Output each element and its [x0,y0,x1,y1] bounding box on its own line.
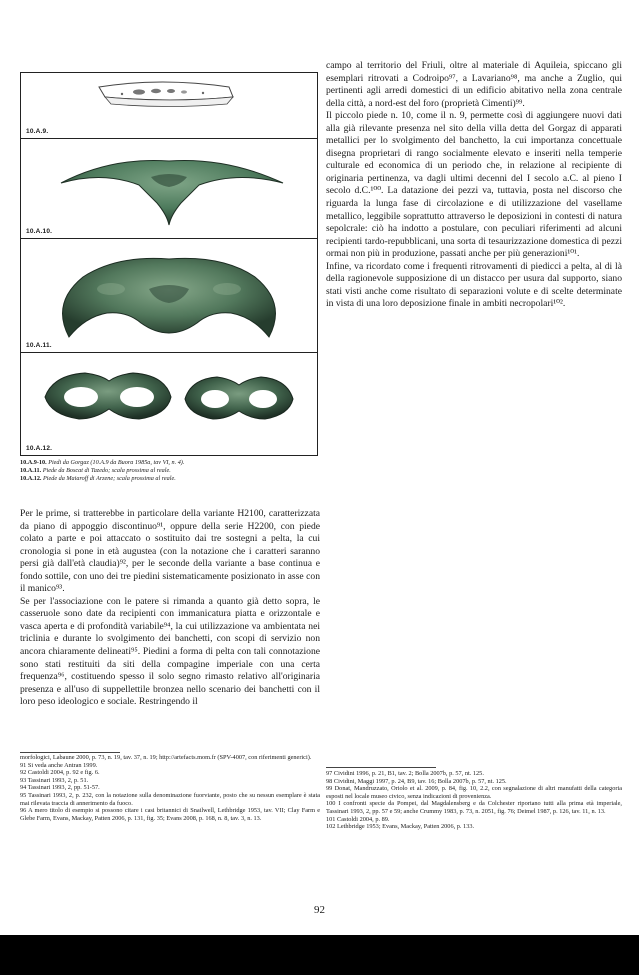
caption-line: 10.A.9-10. Piedi da Gorgaz (10.A.9 da Buora 1985a, tav VI, n. 4). [20,459,185,466]
figure-label: 10.A.10. [26,228,53,235]
footnote: 95 Tassinari 1993, 2, p. 232, con la notazione sulla denominazione fuorviante, posto che su nessun esemplare è stata mai rilevata traccia di annerimento da fuoco. [20,791,320,807]
footnotes-left [20,754,320,822]
figure-10-a-11 [21,239,317,353]
pelta-foot-drawing [21,73,317,139]
footnote: 99 Donat, Mandruzzato, Oriolo et al. 2009, p. 84, fig. 10, 2.2, con segnalazione di altri manufatti della categoria esposti nel locale museo civico, senza indicazioni di provenienza. [326,785,622,800]
figure-panel [20,72,318,456]
footnote: 101 Castoldi 2004, p. 89. [326,815,390,823]
paragraph: Il piccolo piede n. 10, come il n. 9, permette così di aggiungere nuovi dati alla già rilevante presenza nel sito della villa detta del Gorgaz di apparati metallici per lo svolgimento del banchetto, la cui importanza concettuale disegna proprietari di rango socialmente elevato e inseriti nella temperie culturale ed economica di un periodo che, in relazione al recipiente di originaria pertinenza, va dagli ultimi decenni del I secolo a.C. al pieno I secolo d.C.¹⁰⁰. La datazione dei pezzi va, tuttavia, posta nel discorso che riguarda la lunga fase di circolazione e di utilizzazione del vasellame metallico, leggibile soprattutto attraverso le deposizioni in contesti di natura sepolcrale: ciò ha indotto a postulare, con peculiari riferimenti ad alcuni recipienti tardo-repubblicani, una sorta di tesaurizzazione domestica di pezzi ormai non più in produzione, passati anche per più generazioni¹⁰¹. [326,110,622,260]
footnote: 102 Lethbridge 1953; Evans, Mackay, Patten 2006, p. 133. [326,823,475,831]
page-number: 92 [314,904,325,916]
pelta-foot-photo [21,239,317,353]
figure-10-a-10 [21,139,317,239]
footnote: 96 A mero titolo di esempio si possono citare i casi britannici di Snailwell, Lethbridge 1953, tav. VII; Clay Farm e Glebe Farm, Evans, Mackay, Patten 2006, p. 131, fig. 35; Evans 2008, p. 168, n. 8, tav. 3, n. 13. [20,807,320,822]
paragraph: Se per l'associazione con le patere si rimanda a quanto già detto sopra, le casseruole sono date da recipienti con immanicatura piatta e orizzontale e vasca aperta e di profondità variabile⁹⁴, la cui utilizzazione va ambientata nei triclinia e durante lo svolgimento dei banchetti, con scopi di servizio non ancora chiaramente delineati⁹⁵. Piedini a forma di pelta con tali connotazione sono stati restituiti da siti della compagine imperiale con una certa frequenza⁹⁶, costituendo spesso il solo segno rimasto relativo all'originaria presenza e all'uso di suppellettile bronzea nello scenario dei banchetti con il loro peso ideologico e sociale. Restringendo il [20,595,320,708]
footnote: 92 Castoldi 2004, p. 92 e fig. 6. [20,769,100,777]
pelta-feet-photo [21,353,317,455]
figure-10-a-12 [21,353,317,455]
caption-line: 10.A.11. Piede da Boscat di Tazedo; scala prossima al reale. [20,467,171,474]
footnote: 93 Tassinari 1993, 2, p. 51. [20,776,89,784]
pelta-foot-photo [21,139,317,239]
figure-label: 10.A.12. [26,445,53,452]
figure-label: 10.A.11. [26,342,52,349]
body-text-right-column [326,60,622,311]
footnote: morfologici, Labaune 2000, p. 73, n. 19, tav. 37, n. 19; http://artefacts.mom.fr (SPV-4007, con riferimenti generici). [20,754,312,761]
pelta-foot-right [185,377,293,419]
screen-bottom-bar [0,935,639,975]
footnote-rule [326,767,436,768]
figure-label: 10.A.9. [26,128,49,135]
caption-line: 10.A.12. Piede da Maiaroff di Arzene; scala prossima al reale. [20,475,176,482]
paragraph: Per le prime, si tratterebbe in particolare della variante H2100, caratterizzata da piano di appoggio discontinuo⁹¹, oppure della serie H2200, con piede colato a parte e poi attaccato o sostituito dai tre sostegni a pelta, la cui cronologia si pone in età augustea (con la notazione che i caratteri saranno persi già dall'età claudia)⁹², per le seconde della variante a base continua e fondo sottile, con uno dei tre piedini sistematicamente posizionato in asse con il manico⁹³. [20,508,320,595]
figure-10-a-9 [21,73,317,139]
footnote-rule [20,752,120,753]
figure-caption [20,459,320,483]
body-text-left-column [20,508,320,709]
paragraph: Infine, va ricordato come i frequenti ritrovamenti di piedicci a pelta, al di là della ragionevole supposizione di un distacco per usura dal supporto, siano stati visti anche come risultato di separazioni volute e di scelte determinate in vista di una loro deposizione finale in ambiti necropolari¹⁰². [326,260,622,310]
footnote: 98 Cividini, Maggi 1997, p. 24, B9, tav. 16; Bolla 2007b, p. 57, nt. 125. [326,777,507,785]
footnote: 91 Si veda anche Antran 1999. [20,761,98,769]
footnote: 100 I confronti specie da Pompei, dal Magdalensberg e da Colchester riportano tutti alla prima età imperiale, Tassinari 1993, 2, pp. 57 e 59; anche Crummy 1983, p. 73, n. 2051, fig. 76; Deimel 1987, p. 126, tav. 11, n. 13. [326,800,622,815]
footnote: 97 Cividini 1996, p. 21, B1, tav. 2; Bolla 2007b, p. 57, nt. 125. [326,770,484,777]
paragraph: campo al territorio del Friuli, oltre al materiale di Aquileia, spiccano gli esemplari ritrovati a Codroipo⁹⁷, a Lavariano⁹⁸, ma anche a Zuglio, qui pertinenti agli arredi domestici di un edificio abitativo nella zona centrale della città, a nord-est del foro (proprietà Cimenti)⁹⁹. [326,60,622,109]
footnote: 94 Tassinari 1993, 2, pp. 51-57. [20,784,100,792]
pelta-foot-left [45,373,171,419]
footnotes-right [326,770,622,831]
